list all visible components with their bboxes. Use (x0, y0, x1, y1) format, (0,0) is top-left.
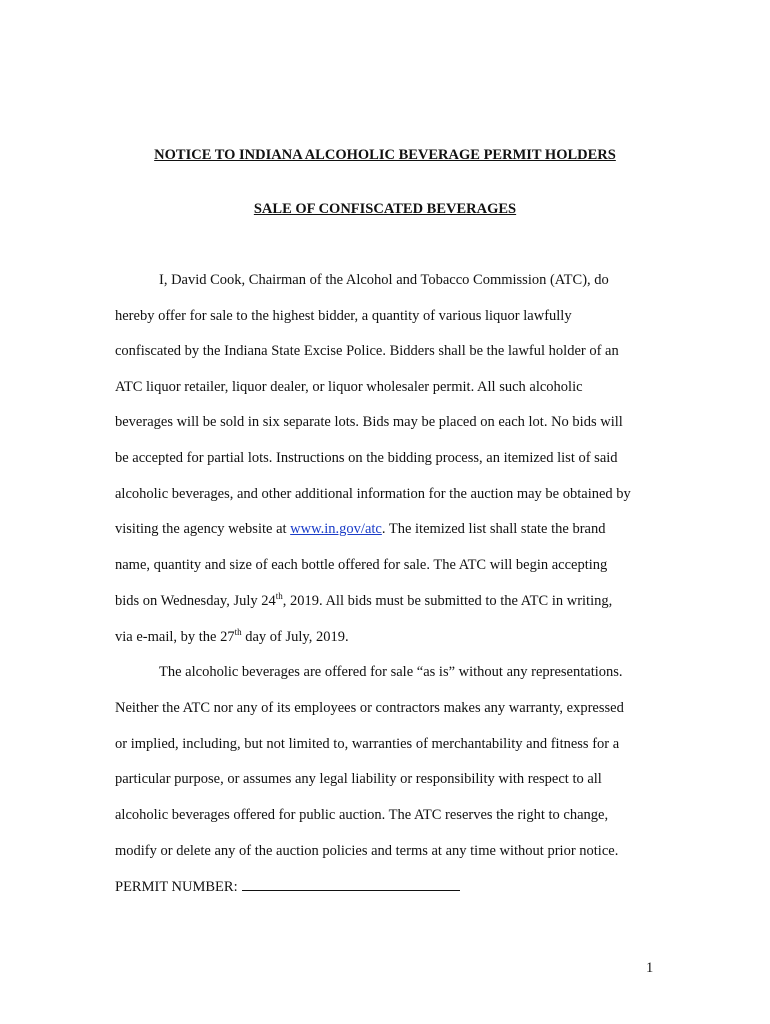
text-segment: bids on Wednesday, July 24 (115, 593, 276, 609)
text-line: particular purpose, or assumes any legal liability or responsibility with respect to all (115, 771, 602, 787)
text-segment: via e-mail, by the 27 (115, 629, 235, 645)
text-segment: , 2019. All bids must be submitted to the ATC in writing, (282, 593, 613, 609)
notice-subtitle: SALE OF CONFISCATED BEVERAGES (253, 201, 517, 217)
permit-number-row (115, 878, 460, 896)
text-line: alcoholic beverages offered for public auction. The ATC reserves the right to change, (115, 807, 609, 823)
text-line: confiscated by the Indiana State Excise Police. Bidders shall be the lawful holder of an (115, 343, 619, 359)
text-line: be accepted for partial lots. Instructions on the bidding process, an itemized list of said (115, 450, 618, 466)
text-line: beverages will be sold in six separate lots. Bids may be placed on each lot. No bids will (115, 414, 623, 430)
ordinal-suffix: th (234, 627, 242, 638)
text-line: alcoholic beverages, and other additional information for the auction may be obtained by (115, 486, 631, 502)
text-segment: day of July, 2019. (241, 629, 349, 645)
permit-number-field[interactable] (242, 878, 460, 891)
page-number: 1 (646, 960, 654, 976)
text-line: Neither the ATC nor any of its employees or contractors makes any warranty, expressed (115, 700, 624, 716)
text-line (115, 629, 349, 646)
text-line (115, 593, 612, 610)
permit-number-label: PERMIT NUMBER: (115, 879, 238, 895)
text-line: hereby offer for sale to the highest bidder, a quantity of various liquor lawfully (115, 308, 572, 324)
ordinal-suffix: th (275, 591, 283, 602)
atc-website-link[interactable]: www.in.gov/atc (290, 521, 382, 537)
notice-title: NOTICE TO INDIANA ALCOHOLIC BEVERAGE PERMIT HOLDERS (154, 147, 616, 163)
text-segment: visiting the agency website at (115, 521, 291, 537)
text-line: ATC liquor retailer, liquor dealer, or liquor wholesaler permit. All such alcoholic (115, 379, 583, 395)
text-line: or implied, including, but not limited to, warranties of merchantability and fitness for a (115, 736, 620, 752)
text-segment: . The itemized list shall state the brand (381, 521, 606, 537)
text-line: modify or delete any of the auction policies and terms at any time without prior notice. (115, 843, 619, 859)
text-line (115, 521, 605, 538)
text-line: The alcoholic beverages are offered for sale “as is” without any representations. (159, 664, 623, 680)
text-line: name, quantity and size of each bottle offered for sale. The ATC will begin accepting (115, 557, 608, 573)
text-line: I, David Cook, Chairman of the Alcohol and Tobacco Commission (ATC), do (159, 272, 609, 288)
